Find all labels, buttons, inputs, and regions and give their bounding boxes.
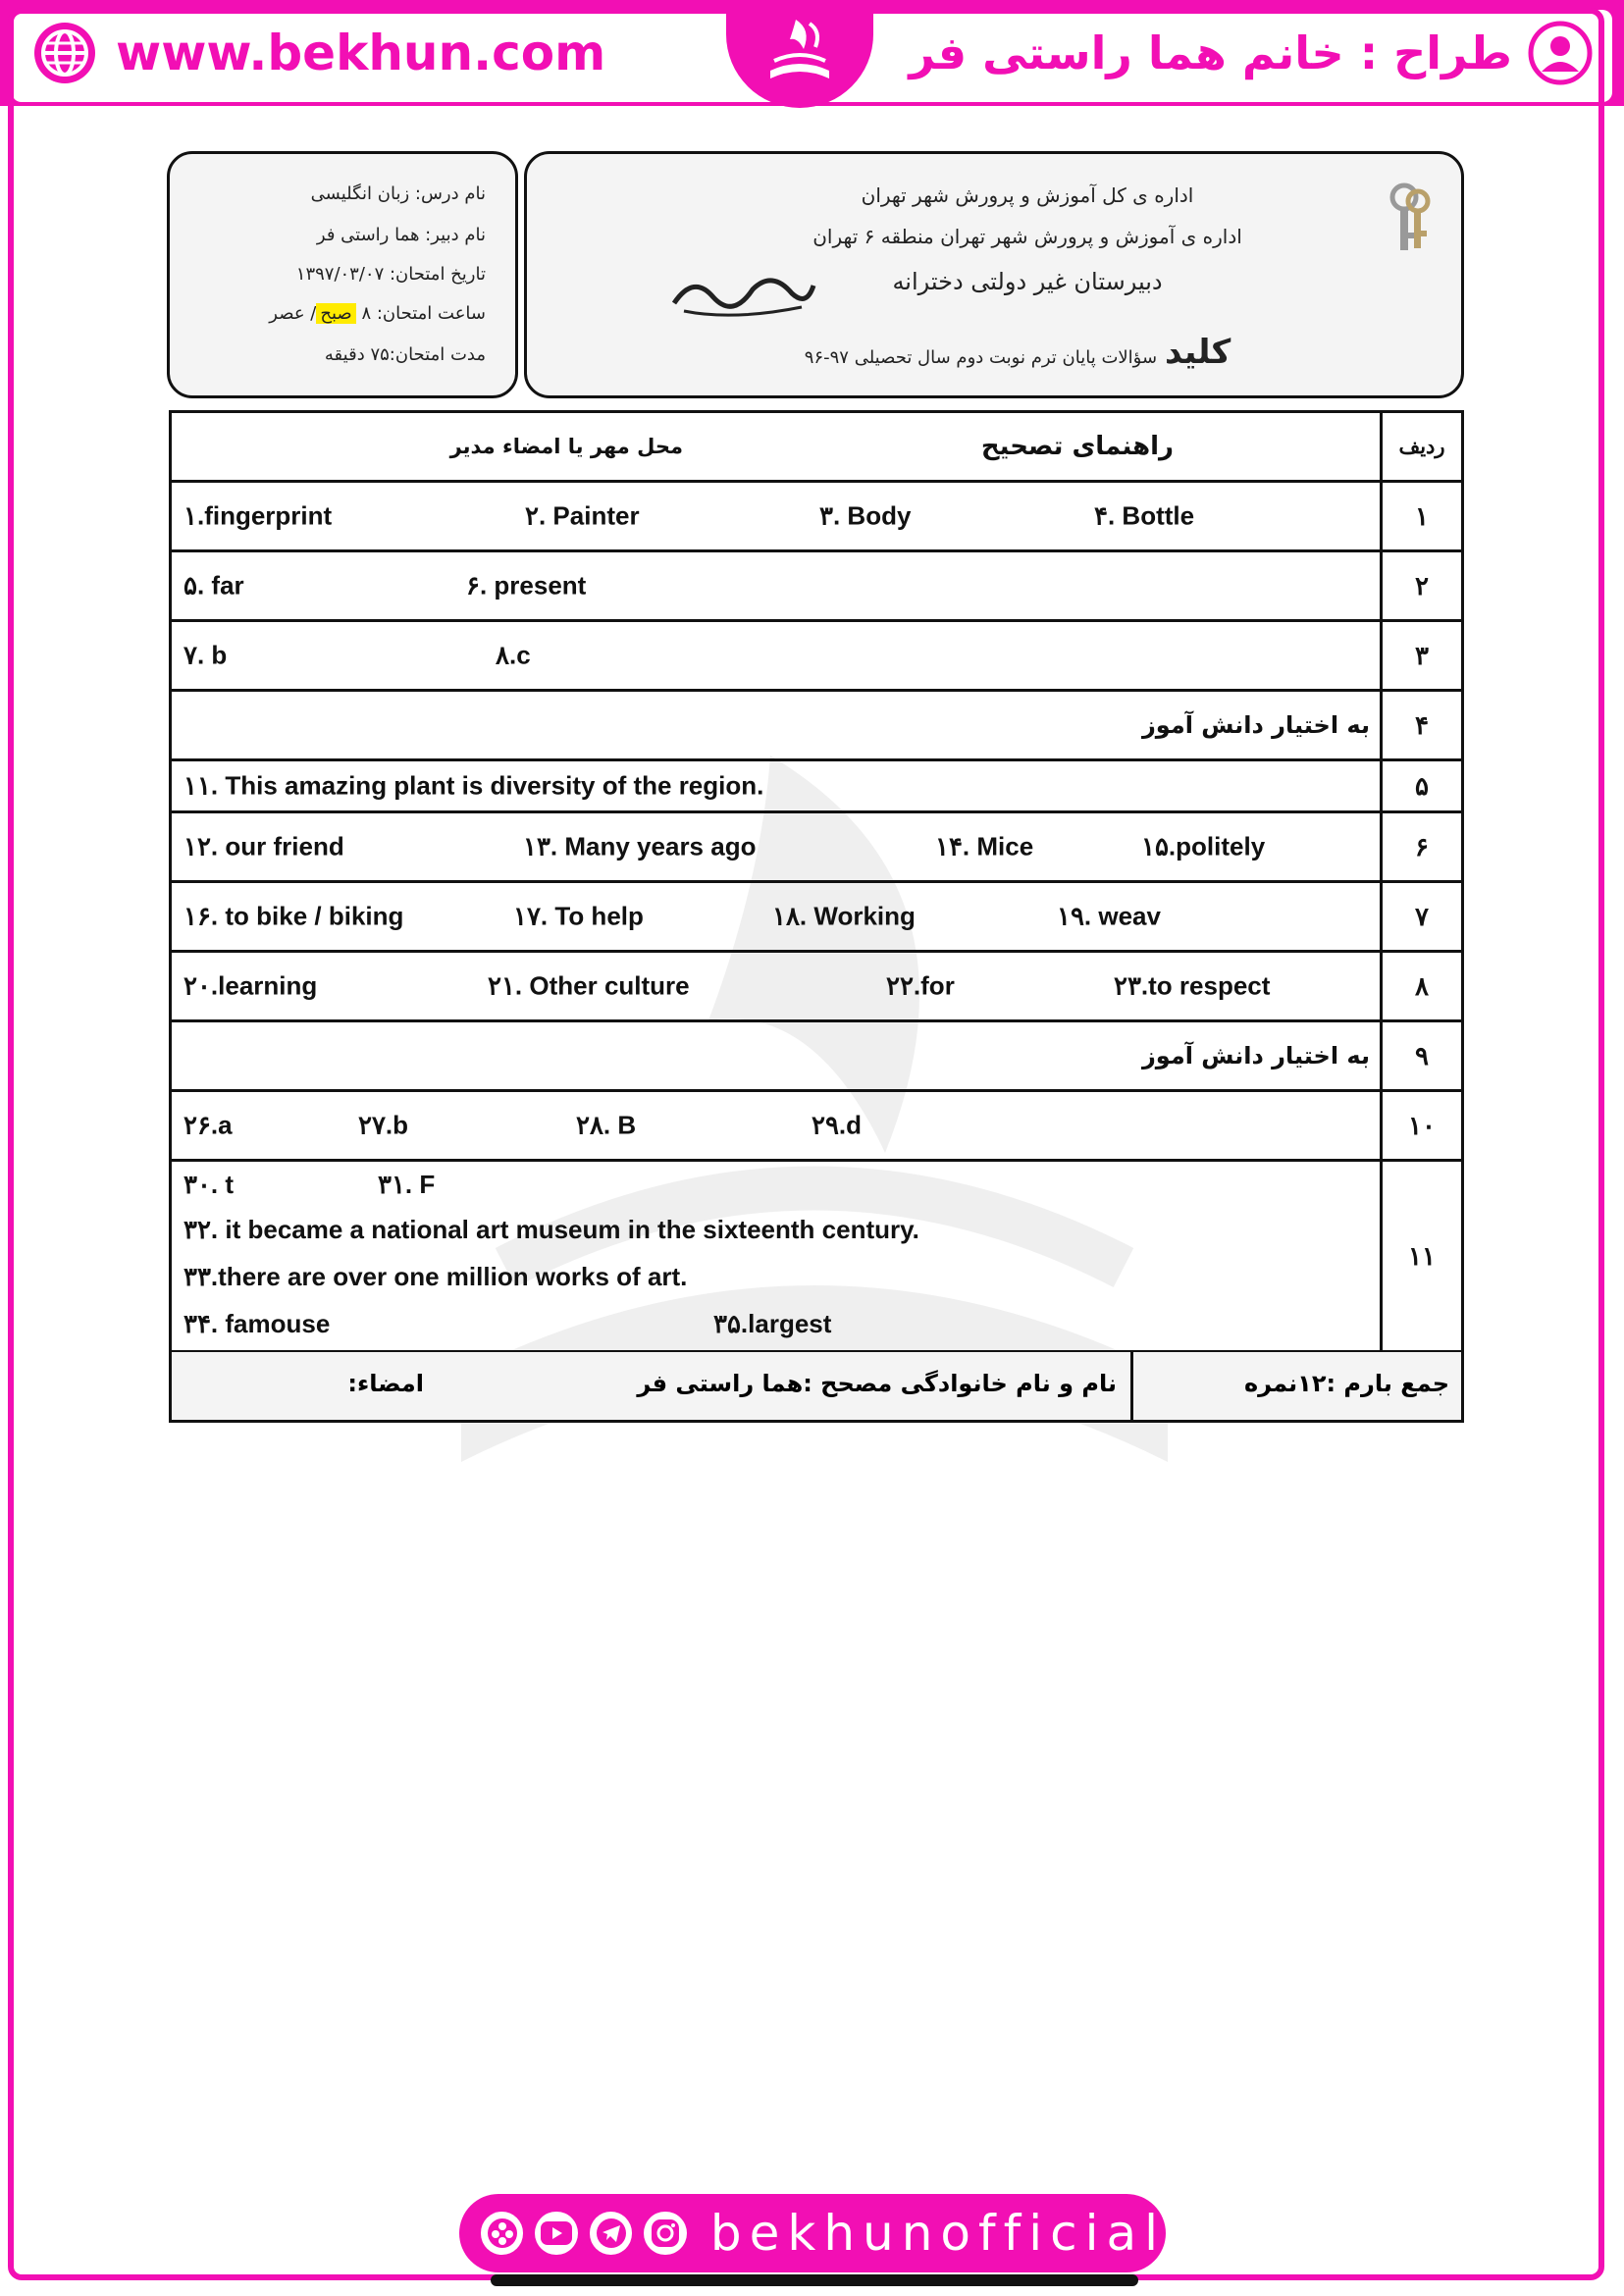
row-number: ۳ [1382,621,1463,691]
answer-cell-5 [171,760,1382,812]
user-icon [1528,21,1593,85]
website-text: www.bekhun.com [116,25,606,81]
table-row [171,1161,1463,1352]
answer-key-table [169,410,1464,1353]
exam-head-box [524,151,1464,398]
answer-19: ۱۹. weav [1057,901,1161,931]
book-logo-icon [751,10,849,98]
row-number: ۸ [1382,952,1463,1021]
social-bar [459,2194,1166,2272]
term-line: سؤالات پایان ترم نوبت دوم سال تحصیلی ۹۷-۹۶ [804,347,1158,368]
student-choice-note: به اختیار دانش آموز [1141,711,1370,739]
answer-14: ۱۴. Mice [935,831,1034,861]
corrector-name: نام و نام خانوادگی مصحح :هما راستی فر [637,1370,1117,1397]
answer-cell-2 [171,551,1382,621]
answer-12: ۱۲. our friend [183,831,344,861]
social-handle[interactable]: bekhunofficial [709,2205,1166,2262]
website-link[interactable] [31,18,605,88]
header-guide: راهنمای تصحیح [980,432,1174,461]
globe-icon [31,20,98,86]
answer-11: ۱۱. This amazing plant is diversity of the region. [183,770,764,801]
answer-21: ۲۱. Other culture [488,970,690,1001]
teacher-line: نام دبیر: هما راستی فر [316,225,486,245]
table-row [171,691,1463,760]
table-header-row [171,412,1463,482]
film-icon[interactable] [481,2212,523,2255]
answer-30: ۳۰. t [183,1170,235,1199]
answer-34: ۳۴. famouse [183,1309,331,1338]
table-row [171,760,1463,812]
key-label: کلید [1165,333,1231,372]
answer-4: ۴. Bottle [1094,500,1195,531]
answer-32: ۳۲. it became a national art museum in the sixteenth century. [183,1215,919,1244]
header-stamp: محل مهر یا امضاء مدیر [449,435,683,458]
instagram-icon[interactable] [644,2212,686,2255]
exam-meta-box [167,151,518,398]
table-row [171,1021,1463,1091]
answer-cell-1 [171,482,1382,551]
head-line-1: اداره ی کل آموزش و پرورش شهر تهران [861,183,1194,207]
answer-cell-9 [171,1021,1382,1091]
answer-17: ۱۷. To help [513,901,644,931]
answer-33: ۳۳.there are over one million works of art. [183,1262,688,1291]
row-number: ۲ [1382,551,1463,621]
table-row [171,812,1463,882]
answer-6: ۶. present [466,570,587,600]
answer-35: ۳۵.largest [713,1309,832,1338]
row-number: ۴ [1382,691,1463,760]
time-line [269,303,486,324]
row-number: ۹ [1382,1021,1463,1091]
answer-2: ۲. Painter [525,500,640,531]
school-logo-mark [664,264,821,323]
answer-cell-4 [171,691,1382,760]
answer-31: ۳۱. F [378,1170,436,1199]
time-suffix: / عصر [269,303,317,324]
date-line: تاریخ امتحان: ۱۳۹۷/۰۳/۰۷ [295,264,486,285]
answer-cell-3 [171,621,1382,691]
subject-line: نام درس: زبان انگلیسی [310,183,486,204]
table-footer [169,1352,1464,1423]
designer-credit [909,18,1593,88]
duration-line: مدت امتحان:۷۵ دقیقه [324,344,486,365]
head-line-2: اداره ی آموزش و پرورش شهر تهران منطقه ۶ تهران [812,225,1242,248]
row-number: ۷ [1382,882,1463,952]
answer-1: ۱.fingerprint [183,500,333,531]
answer-26: ۲۶.a [183,1110,233,1140]
header-row-number: ردیف [1382,412,1463,482]
answer-5: ۵. far [183,570,244,600]
row-number: ۱۰ [1382,1091,1463,1161]
answer-27: ۲۷.b [358,1110,409,1140]
footer-left [172,1352,1133,1420]
youtube-icon[interactable] [535,2212,577,2255]
answer-cell-11 [171,1161,1382,1352]
row-number: ۵ [1382,760,1463,812]
answer-16: ۱۶. to bike / biking [183,901,404,931]
time-prefix: ساعت امتحان: ۸ [361,303,486,324]
bottom-bar-shadow [491,2274,1138,2286]
table-row [171,1091,1463,1161]
footer-right [1133,1352,1461,1420]
header-guide-cell [171,412,1382,482]
answer-15: ۱۵.politely [1141,831,1266,861]
answer-29: ۲۹.d [812,1110,863,1140]
row-number: ۱ [1382,482,1463,551]
answer-28: ۲۸. B [576,1110,637,1140]
row-number: ۶ [1382,812,1463,882]
answer-22: ۲۲.for [886,970,955,1001]
answer-cell-7 [171,882,1382,952]
telegram-icon[interactable] [590,2212,632,2255]
answer-8: ۸.c [496,640,531,670]
head-line-4 [772,333,1263,372]
signature-label: امضاء: [347,1370,424,1397]
answer-cell-6 [171,812,1382,882]
student-choice-note: به اختیار دانش آموز [1141,1042,1370,1070]
head-line-3: دبیرستان غیر دولتی دخترانه [892,268,1163,295]
answer-7: ۷. b [183,640,228,670]
answer-cell-8 [171,952,1382,1021]
total-score: جمع بارم :۱۲نمره [1243,1370,1449,1397]
designer-text: طراح : خانم هما راستی فر [909,26,1512,79]
answer-13: ۱۳. Many years ago [523,831,757,861]
table-row [171,952,1463,1021]
answer-cell-10 [171,1091,1382,1161]
school-logo [664,264,821,323]
answer-18: ۱۸. Working [772,901,916,931]
table-row [171,551,1463,621]
table-row [171,882,1463,952]
table-row [171,621,1463,691]
answer-20: ۲۰.learning [183,970,318,1001]
keys-icon [1383,182,1438,260]
row-number: ۱۱ [1382,1161,1463,1352]
table-row [171,482,1463,551]
answer-23: ۲۳.to respect [1114,970,1271,1001]
answer-3: ۳. Body [819,500,912,531]
time-morning-highlight: صبح [316,303,355,324]
